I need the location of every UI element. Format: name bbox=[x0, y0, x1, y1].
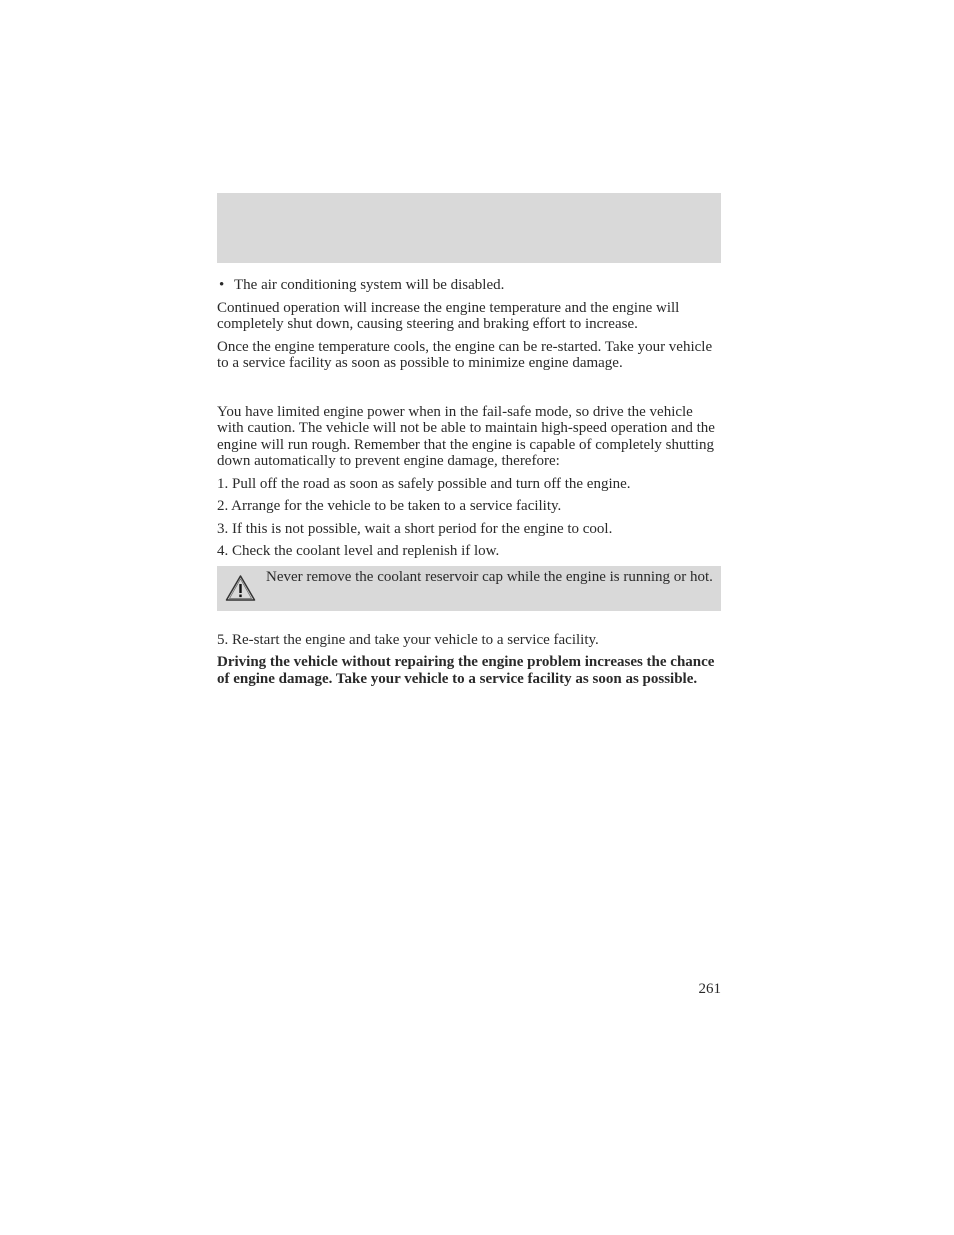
bold-note: Driving the vehicle without repairing the engine problem increases the chance of engine damage. Take your vehicle to a service facility as soon as possible. bbox=[217, 654, 715, 687]
step-4: 4. Check the coolant level and replenish if low. bbox=[217, 543, 500, 559]
bullet-item bbox=[217, 277, 721, 294]
warning-text: Never remove the coolant reservoir cap while the engine is running or hot. bbox=[266, 568, 713, 585]
step-1: 1. Pull off the road as soon as safely possible and turn off the engine. bbox=[217, 475, 631, 492]
page-number: 261 bbox=[698, 981, 721, 997]
section-gap bbox=[217, 378, 721, 404]
bullet-dot: • bbox=[219, 277, 225, 293]
bullet-text: The air conditioning system will be disabled. bbox=[234, 277, 505, 293]
paragraph-failsafe-intro: You have limited engine power when in the fail-safe mode, so drive the vehicle with caution. The vehicle will not be able to maintain high-speed operation and the engine will run rough. Remember that the engine is capable of completely shutting down automatically to prevent engine damage, therefore: bbox=[217, 403, 715, 469]
warning-triangle-icon bbox=[225, 574, 256, 602]
paragraph-restart: Once the engine temperature cools, the engine can be re-started. Take your vehicle to a service facility as soon as possible to minimize engine damage. bbox=[217, 338, 713, 371]
header-band bbox=[217, 193, 721, 263]
step-3: 3. If this is not possible, wait a short period for the engine to cool. bbox=[217, 520, 613, 537]
page-content bbox=[217, 277, 721, 694]
warning-box bbox=[217, 566, 721, 611]
step-5: 5. Re-start the engine and take your vehicle to a service facility. bbox=[217, 631, 599, 648]
step-2: 2. Arrange for the vehicle to be taken to a service facility. bbox=[217, 498, 562, 514]
paragraph-continued-operation: Continued operation will increase the engine temperature and the engine will completely shut down, causing steering and braking effort to increase. bbox=[217, 299, 680, 332]
